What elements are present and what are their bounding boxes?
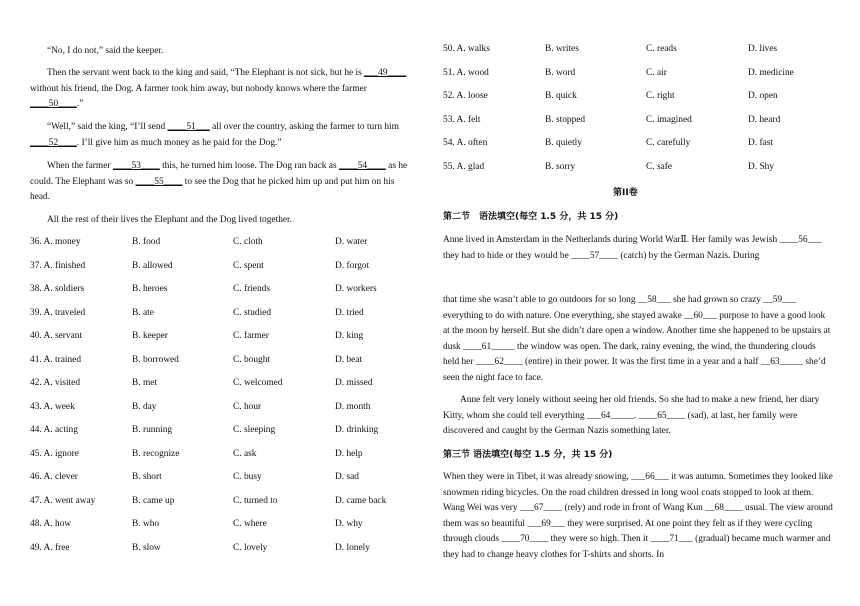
option-b: B. sorry bbox=[545, 161, 576, 172]
dialogue-keeper: “No, I do not,” said the keeper. bbox=[47, 46, 164, 56]
option-c: C. cloth bbox=[233, 237, 263, 247]
option-b: B. quietly bbox=[545, 138, 582, 148]
option-d: D. help bbox=[335, 448, 363, 459]
option-a: 44. A. acting bbox=[30, 425, 78, 435]
option-a: 46. A. clever bbox=[30, 472, 78, 482]
text-segment: all over the country, asking the farmer to turn him bbox=[209, 122, 399, 132]
option-c: C. sleeping bbox=[233, 425, 276, 435]
option-a: 48. A. how bbox=[30, 519, 72, 529]
option-c: C. lovely bbox=[233, 542, 268, 553]
blank-54: ____54____ bbox=[338, 161, 386, 171]
option-c: C. friends bbox=[233, 284, 270, 294]
option-d: D. beat bbox=[335, 354, 363, 365]
blank-49: ___49____ bbox=[364, 68, 407, 78]
option-a: 38. A. soldiers bbox=[30, 284, 85, 294]
option-d: D. forgot bbox=[335, 260, 370, 271]
section2-title: 第二节 语法填空(每空 1.5 分，共 15 分) bbox=[443, 212, 619, 222]
option-b: B. recognize bbox=[132, 448, 180, 459]
option-d: D. lives bbox=[748, 44, 778, 54]
option-c: C. welcomed bbox=[233, 378, 283, 388]
option-b: B. came up bbox=[132, 495, 175, 506]
text-segment: .” bbox=[76, 99, 84, 109]
volume-title: 第II卷 bbox=[613, 188, 638, 198]
blank-51: ____51___ bbox=[167, 122, 210, 132]
option-c: C. air bbox=[646, 67, 667, 78]
option-c: C. ask bbox=[233, 448, 257, 459]
option-a: 42. A. visited bbox=[30, 378, 81, 388]
option-d: D. tried bbox=[335, 307, 364, 318]
paragraph-farmer bbox=[30, 159, 415, 206]
option-d: D. fast bbox=[748, 138, 773, 148]
text-segment: . I’ll give him as much money as he paid for the Dog.” bbox=[76, 137, 282, 148]
option-d: D. heard bbox=[748, 114, 781, 125]
option-a: 54. A. often bbox=[443, 138, 488, 148]
option-c: C. imagined bbox=[646, 114, 692, 125]
option-c: C. where bbox=[233, 519, 267, 529]
option-b: B. stopped bbox=[545, 114, 586, 125]
text-segment: When the farmer bbox=[47, 161, 113, 171]
blank-53: ____53____ bbox=[112, 161, 160, 171]
option-c: C. safe bbox=[646, 161, 673, 172]
paragraph-servant bbox=[30, 66, 410, 113]
text-segment: as he could. The Elephant was so bbox=[30, 161, 408, 187]
option-a: 51. A. wood bbox=[443, 67, 489, 78]
anne-paragraph-1: Anne lived in Amsterdam in the Netherlands during World WarⅡ. Her family was Jewish ____56___ they had to hide or they would be ____57____ (catch) by the German Nazis. During bbox=[443, 235, 822, 261]
option-d: D. workers bbox=[335, 284, 377, 294]
anne-paragraph-2: that time she wasn’t able to go outdoors for so long __58___ she had grown so crazy __59___ everything to do with nature. One everything, she stayed awake __60___ purpose to have a good look at the moon by herself. But she didn’t dare open a window. Another time she happened to be upstairs at dusk ____61_____ the window was open. The dark, rainy evening, the wind, the thundering clouds held her ____62____ (entire) in their power. It was the first time in a year and a half __63_____ she’d seen the night face to face. bbox=[443, 295, 831, 383]
option-d: D. month bbox=[335, 401, 371, 412]
option-a: 55. A. glad bbox=[443, 161, 485, 172]
option-b: B. who bbox=[132, 519, 160, 529]
option-c: C. bought bbox=[233, 354, 270, 365]
option-a: 52. A. loose bbox=[443, 91, 488, 101]
paragraph-ending: All the rest of their lives the Elephant and the Dog lived together. bbox=[47, 215, 292, 225]
option-d: D. came back bbox=[335, 495, 387, 506]
option-d: D. king bbox=[335, 331, 364, 341]
option-a: 39. A. traveled bbox=[30, 307, 86, 318]
option-a: 40. A. servant bbox=[30, 331, 83, 341]
paragraph-king bbox=[30, 120, 410, 151]
option-d: D. lonely bbox=[335, 542, 370, 553]
option-a: 53. A. felt bbox=[443, 114, 481, 125]
option-c: C. carefully bbox=[646, 138, 691, 148]
option-b: B. met bbox=[132, 378, 157, 388]
option-c: C. reads bbox=[646, 44, 677, 54]
tibet-paragraph: When they were in Tibet, it was already snowing, ___66___ it was autumn. Sometimes they looked like snowmen riding bicycles. On the road children dressed in long wool coats stopped to look at them. Wang Wei was very ___67____ (rely) and rode in front of Wang Kun __68____ usual. The view around them was so beautiful ___69___ they were surprised. At one point they felt as if they were cycling through clouds ____70____ they were so high. Then it ____71___ (gradual) became much warmer and they had to change heavy clothes for T-shirts and shorts. In bbox=[443, 472, 833, 560]
option-d: D. Shy bbox=[748, 161, 775, 172]
option-b: B. ate bbox=[132, 307, 154, 318]
option-c: C. right bbox=[646, 91, 675, 101]
option-d: D. sad bbox=[335, 472, 359, 482]
option-b: B. short bbox=[132, 472, 162, 482]
option-b: B. allowed bbox=[132, 260, 173, 271]
option-b: B. slow bbox=[132, 542, 161, 553]
text-segment: without his friend, the Dog. A farmer took him away, but nobody knows where the farmer bbox=[30, 83, 367, 94]
option-c: C. studied bbox=[233, 307, 272, 318]
option-c: C. busy bbox=[233, 472, 262, 482]
text-segment: to see the Dog that he picked him up and put him on his head. bbox=[30, 176, 395, 202]
option-d: D. drinking bbox=[335, 425, 379, 435]
anne-paragraph-3: Anne felt very lonely without seeing her old friends. So she had to make a new friend, her diary Kitty, whom she could tell everything ___64_____. ____65____ (sad), at last, her family were discovered and caught by the German Nazis something later. bbox=[443, 395, 820, 436]
option-a: 49. A. free bbox=[30, 542, 70, 553]
text-segment: “Well,” said the king, “I’ll send bbox=[47, 122, 168, 132]
option-c: C. spent bbox=[233, 260, 264, 271]
option-a: 36. A. money bbox=[30, 237, 81, 247]
option-c: C. farmer bbox=[233, 331, 269, 341]
blank-52: ____52____ bbox=[30, 137, 77, 148]
option-b: B. food bbox=[132, 237, 161, 247]
option-c: C. turned to bbox=[233, 495, 278, 506]
section3-title: 第三节 语法填空(每空 1.5 分，共 15 分) bbox=[443, 450, 613, 460]
text-segment: Then the servant went back to the king and said, “The Elephant is not sick, but he is bbox=[47, 68, 365, 78]
option-d: D. missed bbox=[335, 378, 373, 388]
option-a: 45. A. ignore bbox=[30, 448, 79, 459]
option-b: B. day bbox=[132, 401, 157, 412]
option-d: D. open bbox=[748, 91, 778, 101]
option-a: 37. A. finished bbox=[30, 260, 86, 271]
text-segment: this, he turned him loose. The Dog ran back as bbox=[159, 161, 339, 171]
option-a: 41. A. trained bbox=[30, 354, 82, 365]
option-b: B. quick bbox=[545, 91, 577, 101]
option-b: B. keeper bbox=[132, 331, 168, 341]
option-b: B. borrowed bbox=[132, 354, 179, 365]
option-b: B. running bbox=[132, 425, 173, 435]
option-d: D. water bbox=[335, 237, 368, 247]
option-b: B. heroes bbox=[132, 284, 168, 294]
option-d: D. why bbox=[335, 519, 363, 529]
option-b: B. writes bbox=[545, 44, 579, 54]
blank-55: ____55____ bbox=[135, 176, 183, 187]
option-a: 43. A. week bbox=[30, 401, 75, 412]
option-a: 47. A. went away bbox=[30, 495, 96, 506]
option-d: D. medicine bbox=[748, 67, 794, 78]
option-b: B. word bbox=[545, 67, 576, 78]
option-a: 50. A. walks bbox=[443, 44, 490, 54]
blank-50: ____50____ bbox=[30, 99, 77, 109]
option-c: C. hour bbox=[233, 401, 262, 412]
